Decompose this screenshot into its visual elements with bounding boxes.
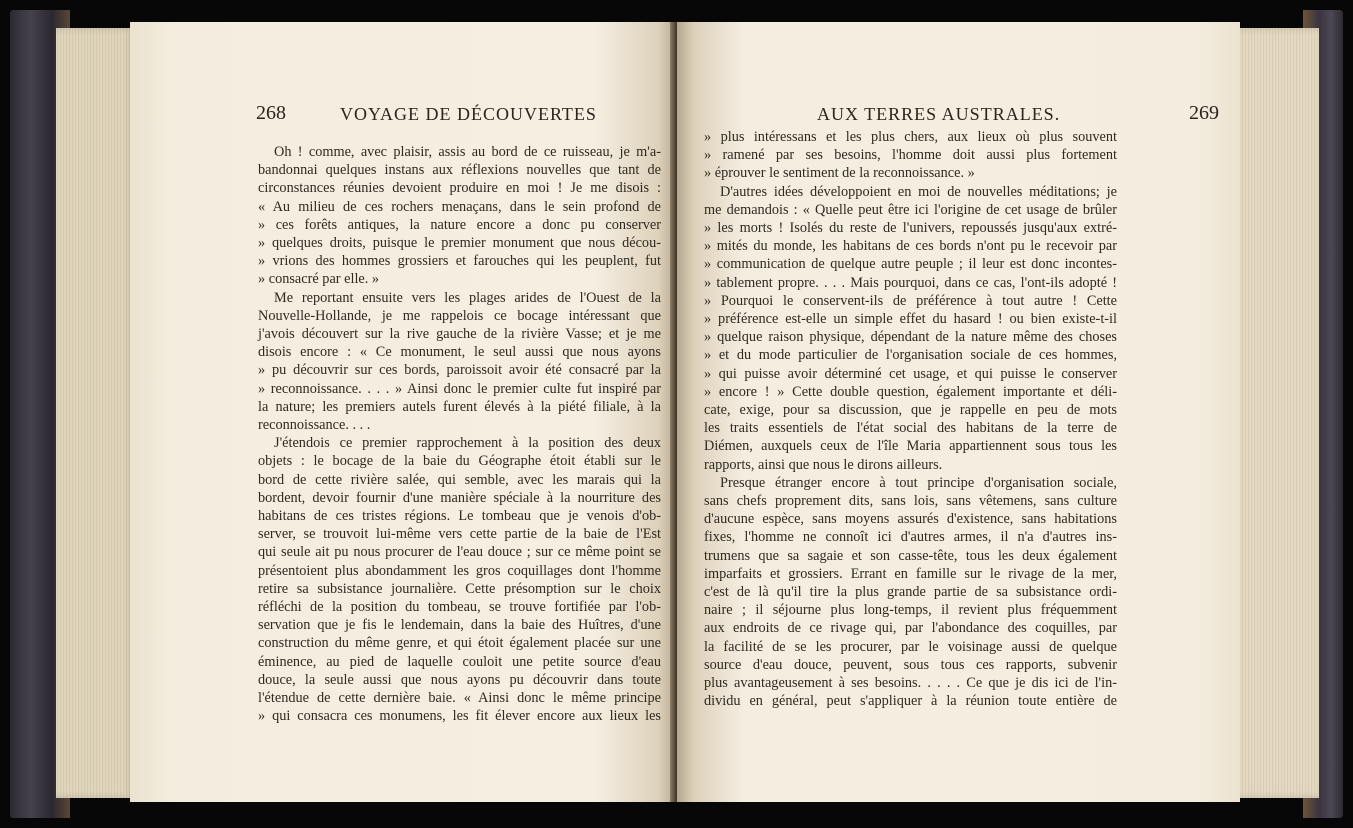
text-line: » préférence est-elle un simple effet du hasard ! ou bien existe-t-il bbox=[704, 311, 1117, 328]
left-page-body bbox=[258, 143, 661, 726]
text-line: » Pourquoi le conservent-ils de préférence à tout autre ! Cette bbox=[704, 292, 1117, 309]
text-line: Me reportant ensuite vers les plages arides de l'Ouest de la bbox=[274, 289, 661, 306]
text-line: » communication de quelque autre peuple ; il leur est donc incontes- bbox=[704, 256, 1117, 273]
text-line: bandonnai quelques instans aux réflexions nouvelles que tant de bbox=[258, 162, 661, 179]
text-line: » ces forêts antiques, la nature encore a donc pu conserver bbox=[258, 216, 661, 233]
text-line: server, se trouvoit lui-même vers cette partie de la baie de l'Est bbox=[258, 526, 661, 543]
text-line: la facilité de se les procurer, par le voisinage aussi de quelque bbox=[704, 638, 1117, 655]
text-line: les traits essentiels de l'état social des habitans de la terre de bbox=[704, 420, 1117, 437]
text-line: l'étendue de cette dernière baie. « Ainsi donc le même principe bbox=[258, 690, 661, 707]
text-line: trumens que sa sagaie et son casse-tête, tous les deux également bbox=[704, 547, 1117, 564]
text-line: » et du mode particulier de l'organisation sociale de ces hommes, bbox=[704, 347, 1117, 364]
text-line: D'autres idées développoient en moi de nouvelles méditations; je bbox=[720, 183, 1117, 200]
text-line: habitans de ces tristes régions. Le tombeau que je venois d'ob- bbox=[258, 508, 661, 525]
text-line: » pu découvrir sur ces bords, paroissoit avoir été consacré par la bbox=[258, 362, 661, 379]
text-line: Nouvelle-Hollande, je me rappelois ce bocage intéressant que bbox=[258, 307, 661, 324]
text-line: me demandois : « Quelle peut être ici l'origine de cet usage de brûler bbox=[704, 201, 1117, 218]
page-number-left: 268 bbox=[256, 102, 286, 124]
text-line: « Au milieu de ces rochers menaçans, dans le sein profond de bbox=[258, 198, 661, 215]
text-line: plus avantageusement à ses besoins. . . . . Ce que je dis ici de l'in- bbox=[704, 675, 1117, 692]
text-line: » ramené par ses besoins, l'homme doit aussi plus fortement bbox=[704, 147, 1117, 164]
text-line: » vrions des hommes grossiers et farouches qui les peuplent, fut bbox=[258, 253, 661, 270]
text-line: » encore ! » Cette double question, également importante et déli- bbox=[704, 383, 1117, 400]
text-line: rapports, ainsi que nous le dirons ailleurs. bbox=[704, 456, 943, 473]
text-line: disois encore : « Ce monument, le seul aussi que nous ayons bbox=[258, 344, 661, 361]
text-line: circonstances réunies devoient produire en moi ! Je me disois : bbox=[258, 180, 661, 197]
text-line: source d'eau douce, peuvent, sous tous ces rapports, subvenir bbox=[704, 656, 1117, 673]
text-line: douce, la seule aussi que nous ayons pu découvrir dans toute bbox=[258, 671, 661, 688]
text-line: bordent, devoir fournir d'une manière spéciale à la nourriture des bbox=[258, 489, 661, 506]
text-line: » les morts ! Isolés du reste de l'univers, repoussés jusqu'aux extré- bbox=[704, 220, 1117, 237]
text-line: éminence, au pied de laquelle couloit une petite source d'eau bbox=[258, 653, 661, 670]
text-line: objets : le bocage de la baie du Géographe étoit établi sur le bbox=[258, 453, 661, 470]
text-line: » consacré par elle. » bbox=[258, 271, 380, 288]
text-line: » qui consacra ces monumens, les fit élever encore aux lieux les bbox=[258, 708, 661, 725]
text-line: » mités du monde, les habitans de ces bords n'ont pu le recevoir par bbox=[704, 238, 1117, 255]
text-line: imparfaits et grossiers. Errant en famille sur le rivage de la mer, bbox=[704, 565, 1117, 582]
text-line: » reconnoissance. . . . » Ainsi donc le premier culte fut inspiré par bbox=[258, 380, 661, 397]
right-page-body bbox=[704, 128, 1117, 711]
page-number-right: 269 bbox=[1189, 102, 1219, 124]
text-line: bord de cette rivière salée, qui semble, avec les marais qui la bbox=[258, 471, 661, 488]
text-line: présentoient plus abondamment les gros coquillages dont l'homme bbox=[258, 562, 661, 579]
text-line: j'avois découvert sur la rive gauche de la rivière Vasse; et je me bbox=[258, 326, 661, 343]
text-line: » éprouver le sentiment de la reconnoissance. » bbox=[704, 165, 975, 182]
text-line: fixes, l'homme ne connoît ici d'autres armes, il n'a d'autres ins- bbox=[704, 529, 1117, 546]
text-line: réfléchi de la position du tombeau, se trouve fortifiée par l'ob- bbox=[258, 599, 661, 616]
text-line: » plus intéressans et les plus chers, aux lieux où plus souvent bbox=[704, 129, 1117, 145]
right-page-edges bbox=[1229, 28, 1319, 798]
text-line: d'aucune espèce, sans moyens assurés d'existence, sans habitations bbox=[704, 511, 1117, 528]
running-head-left: VOYAGE DE DÉCOUVERTES bbox=[340, 104, 597, 124]
text-line: aux endroits de ce rivage qui, par l'abondance des coquilles, par bbox=[704, 620, 1117, 637]
text-line: Oh ! comme, avec plaisir, assis au bord de ce ruisseau, je m'a- bbox=[274, 144, 661, 160]
text-line: » quelque raison physique, dépendant de la nature même des choses bbox=[704, 329, 1117, 346]
left-page bbox=[130, 22, 675, 802]
text-line: servation que je fis le lendemain, dans la baie des Huîtres, d'une bbox=[258, 617, 661, 634]
text-line: construction du même genre, et qui étoit également placée sur une bbox=[258, 635, 661, 652]
text-line: retire sa subsistance journalière. Cette présomption sur le choix bbox=[258, 580, 661, 597]
text-line: c'est de là qu'il tire la plus grande partie de sa subsistance ordi- bbox=[704, 584, 1117, 601]
text-line: » tablement propre. . . . Mais pourquoi, dans ce cas, l'ont-ils adopté ! bbox=[704, 274, 1117, 291]
running-head-right: AUX TERRES AUSTRALES. bbox=[817, 104, 1061, 124]
text-line: qui seule ait pu nous procurer de l'eau douce ; sur ce même point se bbox=[258, 544, 661, 561]
text-line: sans chefs proprement dits, sans lois, sans vêtemens, sans culture bbox=[704, 493, 1117, 510]
text-line: naire ; il séjourne plus long-temps, il revient plus fréquemment bbox=[704, 602, 1117, 619]
right-page bbox=[677, 22, 1240, 802]
text-line: » qui puisse avoir déterminé cet usage, et qui puisse le conserver bbox=[704, 365, 1117, 382]
text-line: dividu en général, peut s'appliquer à la réunion toute entière de bbox=[704, 693, 1117, 710]
text-line: » quelques droits, puisque le premier monument que nous décou- bbox=[258, 235, 661, 252]
text-line: reconnoissance. . . . bbox=[258, 417, 371, 434]
text-line: cate, exige, pour sa discussion, que je rappelle en peu de mots bbox=[704, 402, 1117, 419]
text-line: la nature; les premiers autels furent élevés à la piété filiale, à la bbox=[258, 398, 661, 415]
left-page-edges bbox=[56, 28, 136, 798]
text-line: Diémen, auxquels ceux de l'île Maria appartiennent sous tous les bbox=[704, 438, 1117, 455]
open-book bbox=[10, 8, 1343, 820]
text-line: J'étendois ce premier rapprochement à la position des deux bbox=[274, 435, 661, 452]
text-line: Presque étranger encore à tout principe d'organisation sociale, bbox=[720, 474, 1117, 491]
